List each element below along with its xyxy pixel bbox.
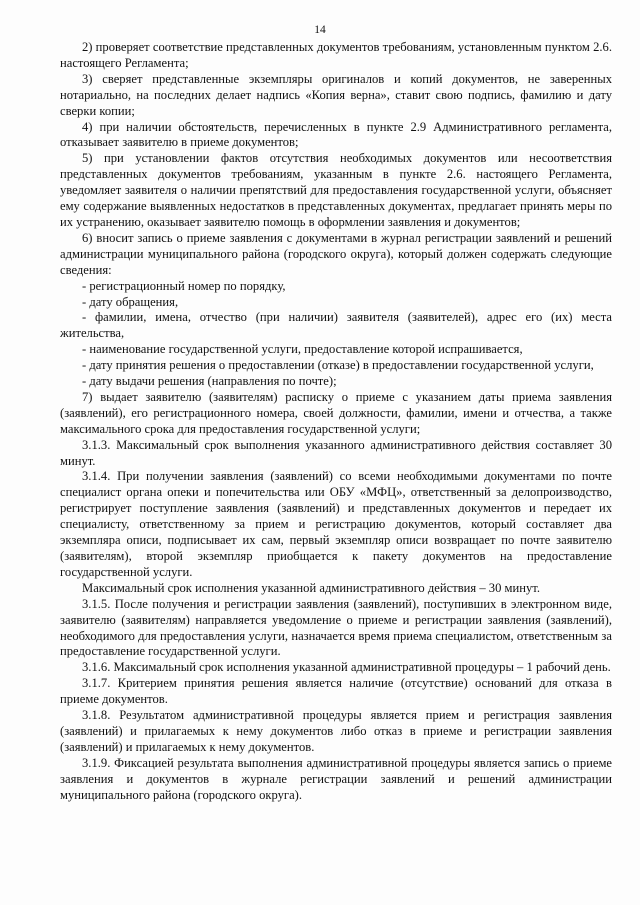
page-number: 14	[314, 24, 326, 36]
section-3-1-5: 3.1.5. После получения и регистрации заявления (заявлений), поступивших в электронном виде, заявителю (заявителям) направляется уведомление о приеме и регистрации заявления (заявлений), необходимого для предоставления услуги, назначается время приема специалистом, ответственным за предоставление государственной услуги.	[60, 596, 612, 659]
section-3-1-3: 3.1.3. Максимальный срок выполнения указанного административного действия составляет 30 минут.	[60, 437, 612, 468]
list-item-registration-number: - регистрационный номер по порядку,	[82, 278, 286, 293]
paragraph-item-7: 7) выдает заявителю (заявителям) расписку о приеме с указанием даты приема заявления (заявлений), его регистрационного номера, своей должности, фамилии, имени и отчества, а также максимального срока для предоставления государственной услуги;	[60, 389, 612, 436]
list-item-request-date: - дату обращения,	[82, 294, 179, 309]
max-time-note: Максимальный срок исполнения указанной административного действия – 30 минут.	[82, 580, 540, 595]
section-3-1-4: 3.1.4. При получении заявления (заявлений) со всеми необходимыми документами по почте специалист органа опеки и попечительства или ОБУ «МФЦ», ответственный за делопроизводство, регистрирует поступление заявления (заявлений) и представленных документов и передает их специалисту, ответственному за прием и регистрацию документов, который составляет два экземпляра описи, подписывает их сам, первый экземпляр описи возвращает по почте заявителю (заявителям), второй экземпляр приобщается к пакету документов на предоставление государственной услуги.	[60, 469, 612, 579]
document-body	[60, 40, 612, 804]
paragraph-item-5: 5) при установлении фактов отсутствия необходимых документов или несоответствия представленных документов требованиям, указанным в пункте 2.6. настоящего Регламента, уведомляет заявителя о наличии препятствий для предоставления государственной услуги, объясняет ему содержание выявленных недостатков в представленных документах, предлагает принять меры по их устранению, оказывает заявителю помощь в оформлении заявления и документов;	[60, 151, 612, 229]
list-item-service-name: - наименование государственной услуги, предоставление которой испрашивается,	[82, 342, 523, 357]
list-item-applicant-names: - фамилии, имена, отчество (при наличии) заявителя (заявителей), адрес его (их) места жительства,	[60, 310, 612, 341]
section-3-1-8: 3.1.8. Результатом административной процедуры является прием и регистрация заявления (заявлений) и прилагаемых к нему документов либо отказ в приеме и регистрации заявления (заявлений) и прилагаемых к нему документов.	[60, 708, 612, 754]
list-item-issue-date: - дату выдачи решения (направления по почте);	[82, 374, 337, 389]
paragraph-item-4: 4) при наличии обстоятельств, перечисленных в пункте 2.9 Административного регламента, отказывает заявителю в приеме документов;	[60, 119, 612, 150]
paragraph-item-6: 6) вносит запись о приеме заявления с документами в журнал регистрации заявлений и решений администрации муниципального района (городского округа), который должен содержать следующие сведения:	[60, 230, 612, 277]
section-3-1-9: 3.1.9. Фиксацией результата выполнения административной процедуры является запись о приеме заявления и документов в журнале регистрации заявлений и решений администрации муниципального района (городского округа).	[60, 755, 612, 802]
section-3-1-7: 3.1.7. Критерием принятия решения является наличие (отсутствие) оснований для отказа в приеме документов.	[60, 676, 612, 707]
list-item-decision-date: - дату принятия решения о предоставлении (отказе) в предоставлении государственной услуги,	[82, 358, 594, 373]
paragraph-item-3: 3) сверяет представленные экземпляры оригиналов и копий документов, не заверенных нотариально, на последних делает надпись «Копия верна», ставит свою подпись, фамилию и дату сверки копии;	[60, 71, 612, 118]
paragraph-item-2: 2) проверяет соответствие представленных документов требованиям, установленным пунктом 2.6. настоящего Регламента;	[60, 40, 612, 70]
section-3-1-6: 3.1.6. Максимальный срок исполнения указанной административной процедуры – 1 рабочий день.	[82, 660, 611, 675]
